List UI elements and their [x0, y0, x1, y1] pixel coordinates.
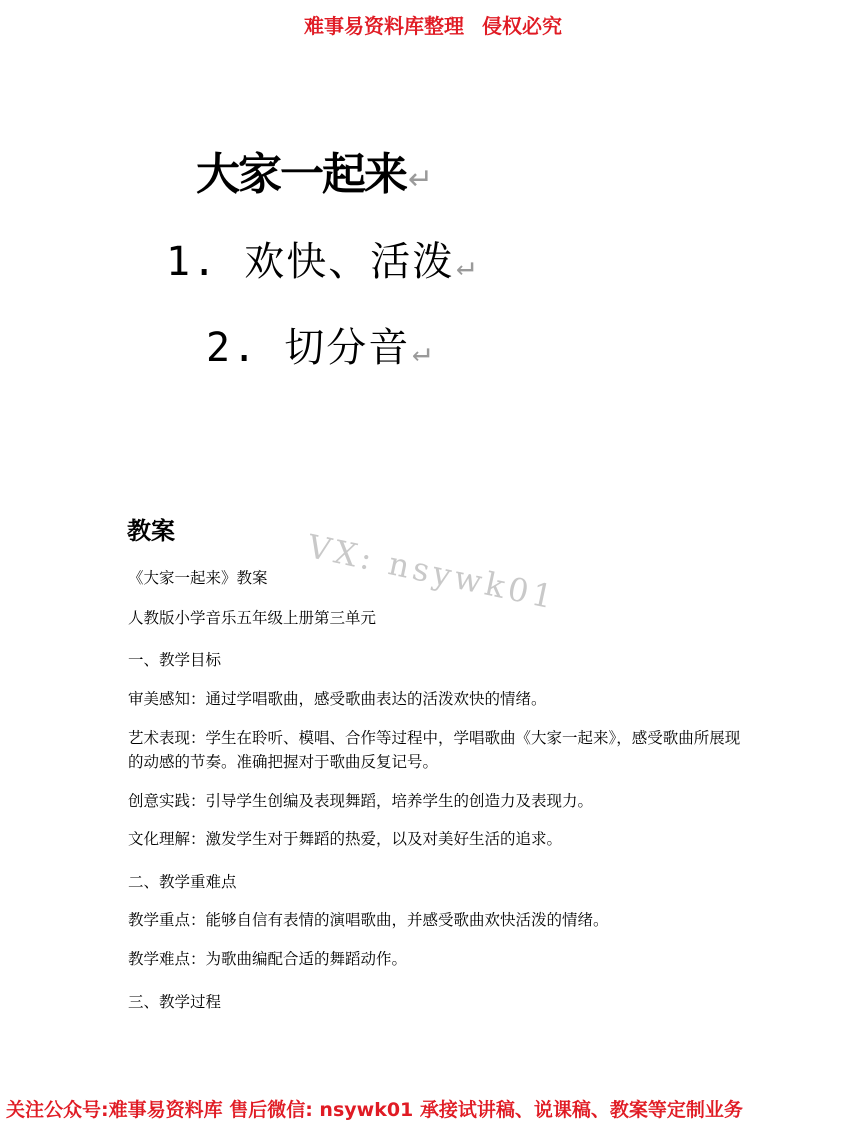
- goal-cultural: 文化理解：激发学生对于舞蹈的热爱，以及对美好生活的追求。: [128, 830, 563, 848]
- header-banner-left: 难事易资料库整理: [304, 14, 464, 38]
- goal-aesthetic: 审美感知：通过学唱歌曲，感受歌曲表达的活泼欢快的情绪。: [128, 690, 547, 708]
- slide-title-text: 大家一起来: [196, 149, 406, 200]
- header-banner: [0, 10, 866, 39]
- slide-point-2: [206, 316, 430, 373]
- watermark: VX: nsywk01: [304, 527, 560, 617]
- slide-point-1: [166, 230, 474, 287]
- section-key-points: 二、教学重难点: [128, 873, 237, 891]
- goal-artistic: 艺术表现：学生在聆听、模唱、合作等过程中，学唱歌曲《大家一起来》，感受歌曲所展现的动感的节奏。准确把握对于歌曲反复记号。: [128, 729, 741, 771]
- section-goals: 一、教学目标: [128, 651, 222, 669]
- paragraph-mark-icon: ↵: [412, 334, 431, 369]
- lesson-title: 《大家一起来》教案: [128, 569, 268, 587]
- difficult-point: 教学难点：为歌曲编配合适的舞蹈动作。: [128, 950, 408, 968]
- header-banner-right: 侵权必究: [482, 14, 562, 38]
- paragraph-mark-icon: ↵: [456, 248, 475, 283]
- paragraph-mark-icon: ↵: [408, 162, 434, 197]
- key-point: 教学重点：能够自信有表情的演唱歌曲，并感受歌曲欢快活泼的情绪。: [128, 911, 609, 929]
- lesson-heading: 教案: [127, 517, 175, 545]
- section-process: 三、教学过程: [128, 993, 222, 1011]
- goal-creative: 创意实践：引导学生创编及表现舞蹈，培养学生的创造力及表现力。: [128, 792, 594, 810]
- lesson-subtitle: 人教版小学音乐五年级上册第三单元: [128, 609, 377, 627]
- slide-point-text: 2. 切分音: [206, 325, 411, 371]
- slide-point-text: 1. 欢快、活泼: [166, 239, 455, 285]
- slide-title: [196, 138, 433, 202]
- footer-banner: 关注公众号:难事易资料库 售后微信: nsywk01 承接试讲稿、说课稿、教案等定制业务: [6, 1099, 743, 1121]
